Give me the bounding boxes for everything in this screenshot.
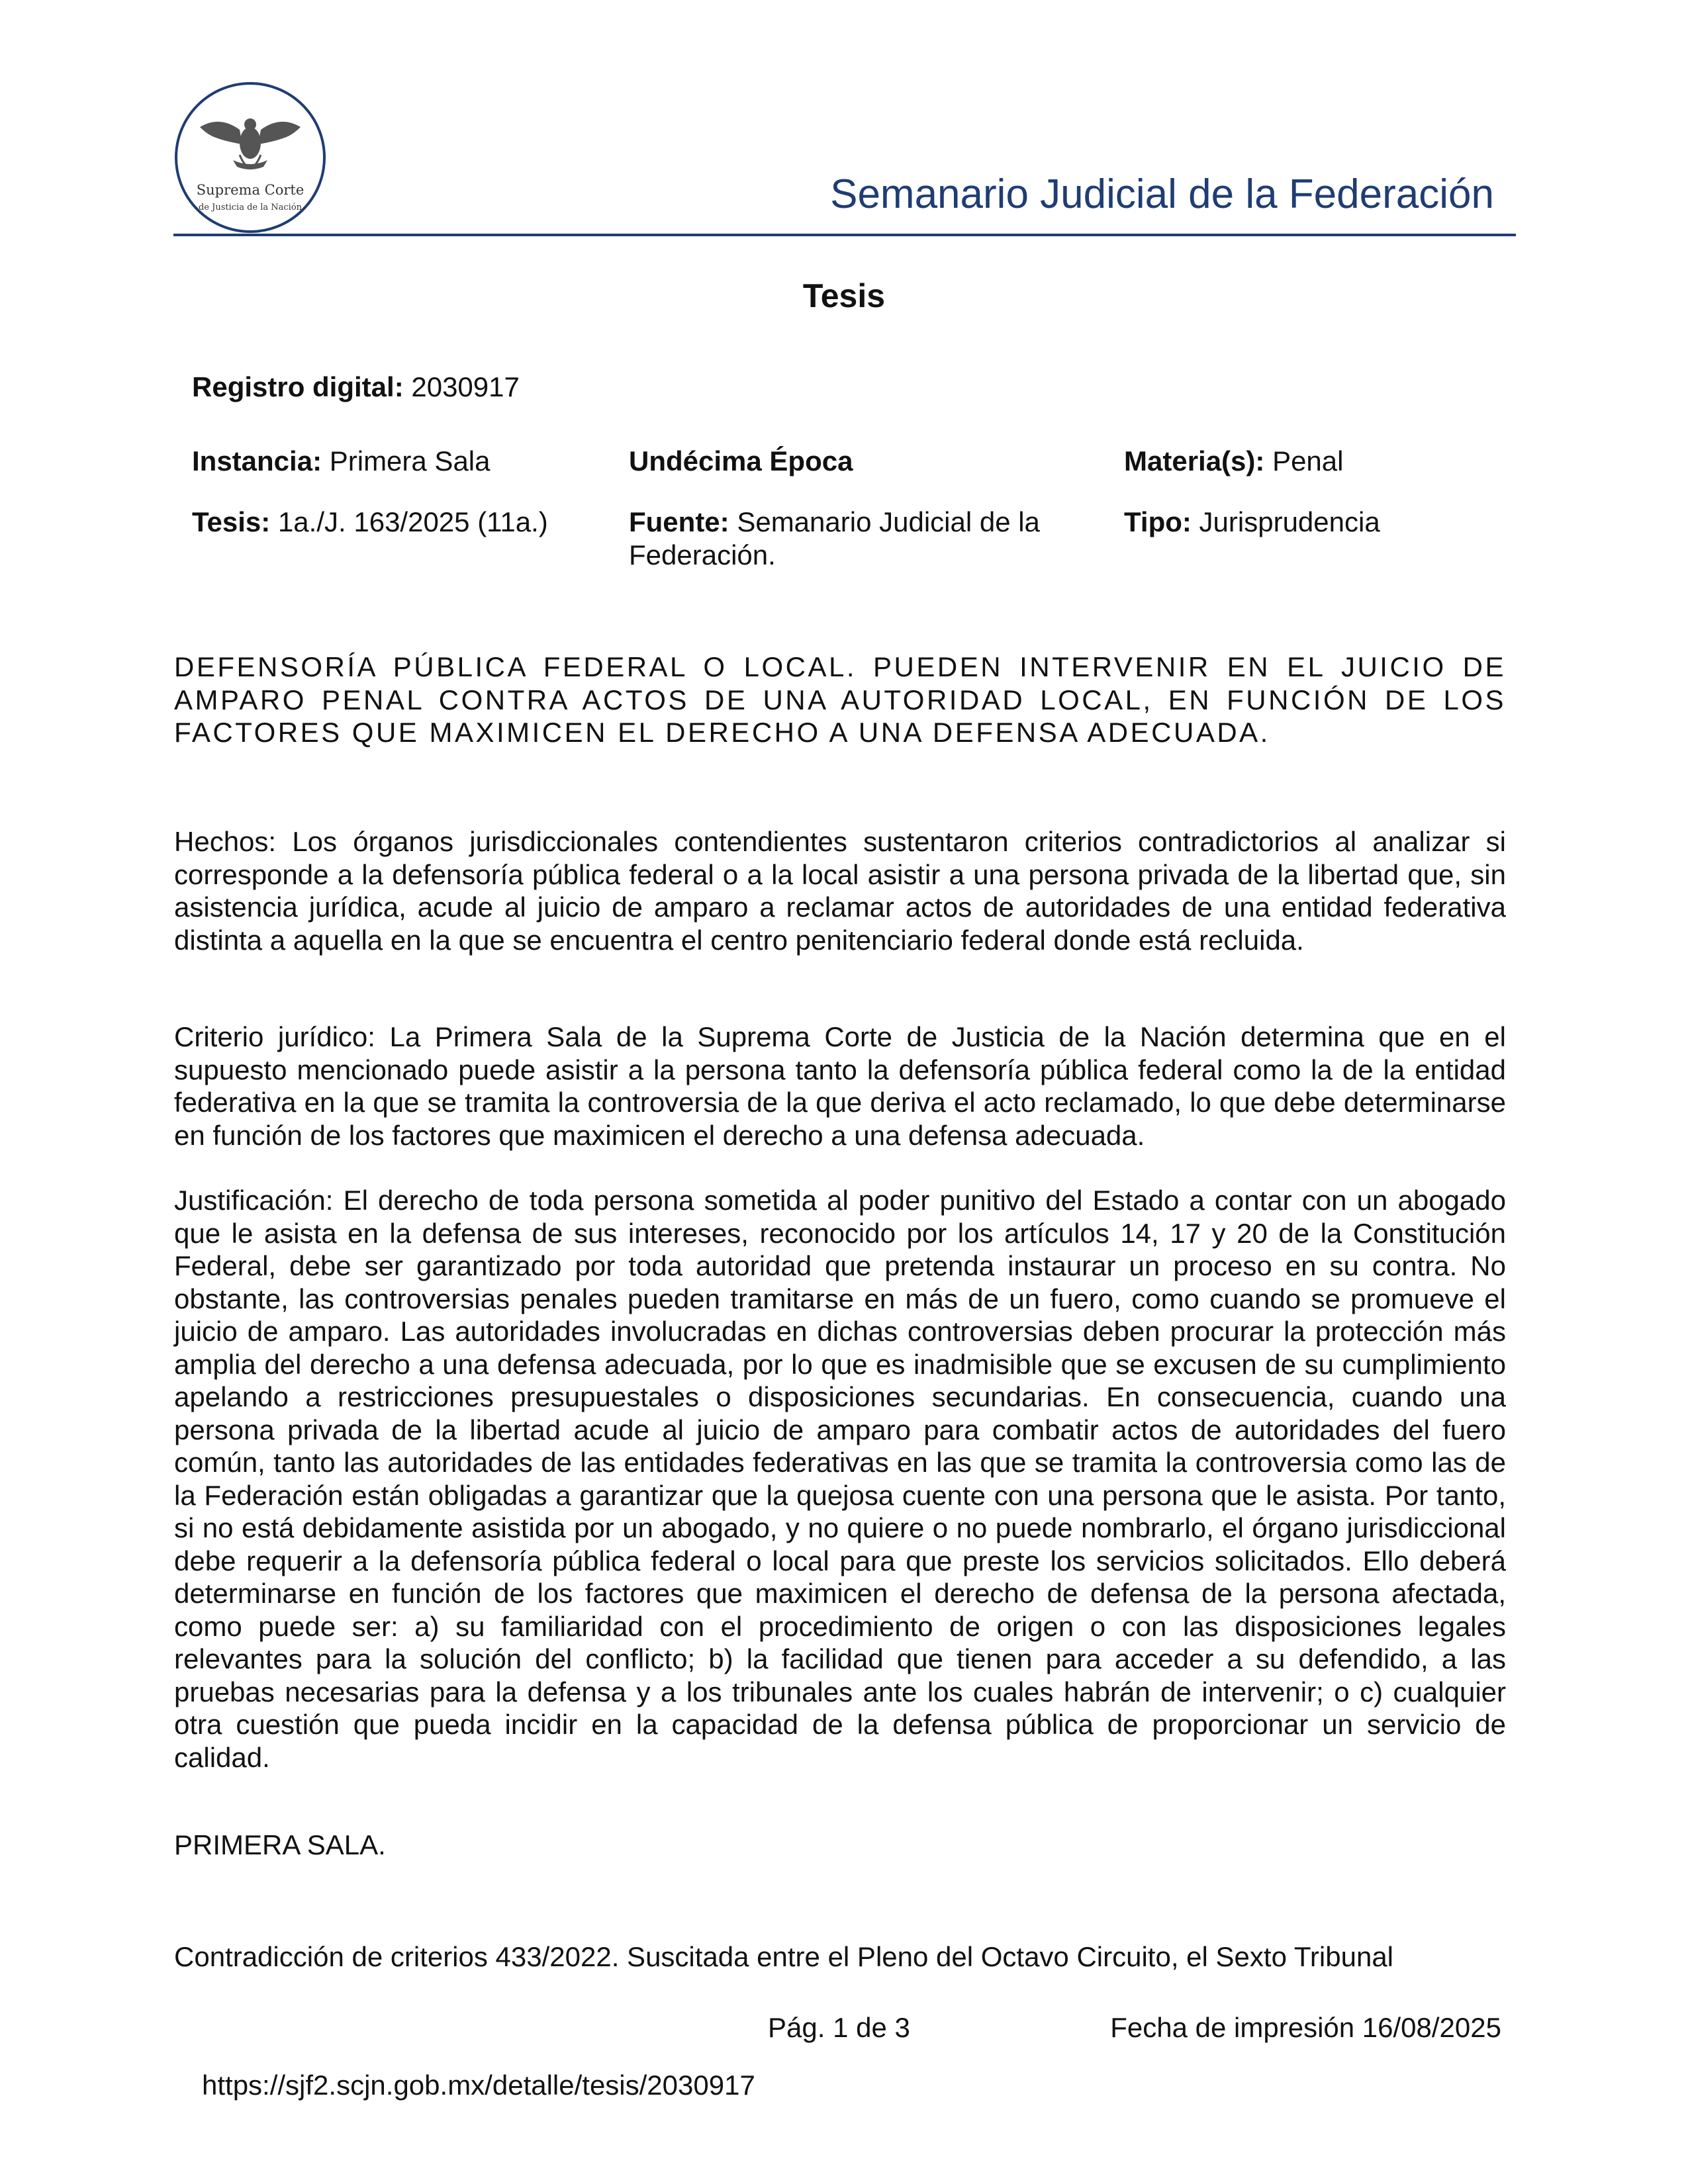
tesis-label: Tesis:: [192, 506, 271, 537]
epoca: Undécima Época: [629, 445, 853, 477]
print-date: Fecha de impresión 16/08/2025: [1110, 2012, 1501, 2043]
tipo: [1124, 506, 1380, 539]
materia-label: Materia(s):: [1124, 445, 1265, 477]
tesis-value: 1a./J. 163/2025 (11a.): [277, 506, 548, 537]
materia: [1124, 445, 1343, 478]
instancia-label: Instancia:: [192, 445, 322, 477]
instancia: [192, 445, 491, 478]
scjn-seal-logo: [173, 81, 327, 234]
instancia-value: Primera Sala: [329, 445, 491, 477]
hechos-paragraph: Hechos: Los órganos jurisdiccionales contendientes sustentaron criterios contradictorios al analizar si corresponde a la defensoría pública federal o a la local asistir a una persona privada de la libertad que, sin asistencia jurídica, acude al juicio de amparo a reclamar actos de autoridades de una entidad federativa distinta a aquella en la que se encuentra el centro penitenciario federal donde está recluida.: [174, 826, 1506, 956]
page-number: Pág. 1 de 3: [768, 2012, 910, 2043]
seal-line2: de Justicia de la Nación: [198, 203, 303, 212]
precedente-paragraph: Contradicción de criterios 433/2022. Suscitada entre el Pleno del Octavo Circuito, el Sexto Tribunal: [174, 1941, 1394, 1972]
fuente-label: Fuente:: [629, 506, 729, 537]
site-title: Semanario Judicial de la Federación: [830, 171, 1494, 217]
tesis-number: [192, 506, 548, 539]
justificacion-paragraph: Justificación: El derecho de toda persona sometida al poder punitivo del Estado a contar con un abogado que le asista en la defensa de sus intereses, reconocido por los artículos 14, 17 y 20 de la Constitución Federal, debe ser garantizado por toda autoridad que pretenda instaurar un proceso en su contra. No obstante, las controversias penales pueden tramitarse en más de un fuero, como cuando se promueve el juicio de amparo. Las autoridades involucradas en dichas controversias deben procurar la protección más amplia del derecho a una defensa adecuada, por lo que es inadmisible que se excusen de su cumplimiento apelando a restricciones presupuestales o disposiciones secundarias. En consecuencia, cuando una persona privada de la libertad acude al juicio de amparo para combatir actos de autoridades del fuero común, tanto las autoridades de las entidades federativas en las que se tramita la controversia como las de la Federación están obligadas a garantizar que la quejosa cuente con una persona que le asista. Por tanto, si no está debidamente asistida por un abogado, y no quiere o no puede nombrarlo, el órgano jurisdiccional debe requerir a la defensoría pública federal o local para que preste los servicios solicitados. Ello deberá determinarse en función de los factores que maximicen el derecho de defensa de la persona afectada, como puede ser: a) su familiaridad con el procedimiento de origen o con las disposiciones legales relevantes para la solución del conflicto; b) la facilidad que tienen para acceder a su defendido, a las pruebas necesarias para la defensa y a los tribunales ante los cuales habrán de intervenir; o c) cualquier otra cuestión que pueda incidir en la capacidad de la defensa pública de proporcionar un servicio de calidad.: [174, 1185, 1506, 1773]
tipo-label: Tipo:: [1124, 506, 1192, 537]
document-title: Tesis: [802, 277, 886, 314]
registro-label: Registro digital:: [192, 371, 404, 402]
header-divider: [173, 234, 1516, 236]
registro-digital: [192, 371, 520, 404]
criterio-paragraph: Criterio jurídico: La Primera Sala de la Suprema Corte de Justicia de la Nación determina que en el supuesto mencionado puede asistir a la persona tanto la defensoría pública federal como la de la entidad federativa en la que se tramita la controversia de la que deriva el acto reclamado, lo que debe determinarse en función de los factores que maximicen el derecho a una defensa adecuada.: [174, 1021, 1506, 1151]
rubro-heading: DEFENSORÍA PÚBLICA FEDERAL O LOCAL. PUEDEN INTERVENIR EN EL JUICIO DE AMPARO PENAL CONTRA ACTOS DE UNA AUTORIDAD LOCAL, EN FUNCIÓN DE LOS FACTORES QUE MAXIMICEN EL DERECHO A UNA DEFENSA ADECUADA.: [174, 651, 1506, 748]
eagle-icon: [200, 118, 301, 169]
materia-value: Penal: [1272, 445, 1344, 477]
fuente-value: Semanario Judicial de la Federación.: [629, 506, 1040, 570]
fuente: [629, 506, 1092, 572]
footer-url-link[interactable]: https://sjf2.scjn.gob.mx/detalle/tesis/2030917: [202, 2070, 755, 2101]
seal-line1: Suprema Corte: [196, 182, 305, 198]
sala-signature: PRIMERA SALA.: [174, 1829, 386, 1860]
registro-value: 2030917: [411, 371, 520, 402]
tipo-value: Jurisprudencia: [1199, 506, 1380, 537]
